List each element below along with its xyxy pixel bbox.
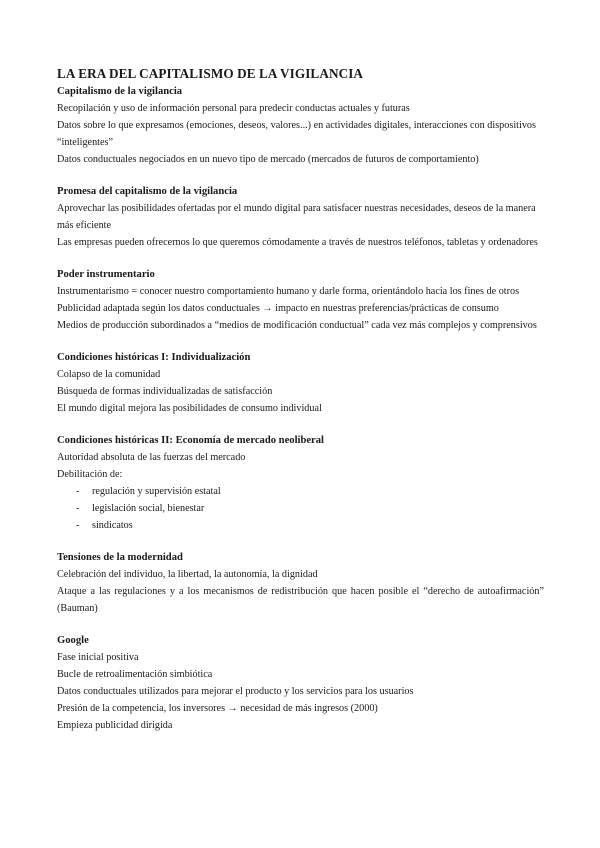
section-tensiones-modernidad xyxy=(57,549,544,617)
paragraph: Celebración del individuo, la libertad, la autonomía, la dignidad xyxy=(57,569,318,580)
paragraph: Datos conductuales utilizados para mejorar el producto y los servicios para los usuarios xyxy=(57,686,414,697)
paragraph: Datos sobre lo que expresamos (emociones, deseos, valores...) en actividades digitales, interacciones con dispositivos “inteligentes” xyxy=(57,120,536,148)
section-heading: Condiciones históricas I: Individualización xyxy=(57,352,251,363)
paragraph: Búsqueda de formas individualizadas de satisfacción xyxy=(57,386,273,397)
section-google xyxy=(57,632,544,734)
list-item xyxy=(57,500,544,517)
paragraph: Las empresas pueden ofrecernos lo que queremos cómodamente a través de nuestros teléfonos, tabletas y ordenadores xyxy=(57,237,538,248)
section-heading: Capitalismo de la vigilancia xyxy=(57,86,183,97)
paragraph: Datos conductuales negociados en un nuevo tipo de mercado (mercados de futuros de comportamiento) xyxy=(57,154,479,165)
document-title: LA ERA DEL CAPITALISMO DE LA VIGILANCIA xyxy=(57,66,364,81)
paragraph: Ataque a las regulaciones y a los mecanismos de redistribución que hacen posible el “derecho de autoafirmación” (Bauman) xyxy=(57,586,544,614)
paragraph: Debilitación de: xyxy=(57,469,123,480)
paragraph: Aprovechar las posibilidades ofertadas por el mundo digital para satisfacer nuestras necesidades, deseos de la manera más eficiente xyxy=(57,203,536,231)
bullet-list xyxy=(57,483,544,534)
list-item-text: legislación social, bienestar xyxy=(92,503,205,514)
list-item-text: sindicatos xyxy=(92,520,133,531)
paragraph: Autoridad absoluta de las fuerzas del mercado xyxy=(57,452,246,463)
section-heading: Poder instrumentario xyxy=(57,269,155,280)
bullet-marker: - xyxy=(76,486,80,497)
section-capitalismo-vigilancia xyxy=(57,83,544,168)
section-heading: Promesa del capitalismo de la vigilancia xyxy=(57,186,238,197)
paragraph: Bucle de retroalimentación simbiótica xyxy=(57,669,213,680)
list-item-text: regulación y supervisión estatal xyxy=(92,486,221,497)
section-economia-neoliberal xyxy=(57,432,544,534)
bullet-marker: - xyxy=(76,520,80,531)
paragraph: Instrumentarismo = conocer nuestro comportamiento humano y darle forma, orientándolo hacia los fines de otros xyxy=(57,286,520,297)
section-poder-instrumentario xyxy=(57,266,544,334)
section-heading: Google xyxy=(57,635,89,646)
list-item xyxy=(57,483,544,500)
section-heading: Condiciones históricas II: Economía de mercado neoliberal xyxy=(57,435,324,446)
paragraph: Fase inicial positiva xyxy=(57,652,139,663)
bullet-marker: - xyxy=(76,503,80,514)
paragraph: Colapso de la comunidad xyxy=(57,369,161,380)
paragraph: Recopilación y uso de información personal para predecir conductas actuales y futuras xyxy=(57,103,410,114)
paragraph: Publicidad adaptada según los datos conductuales → impacto en nuestras preferencias/prácticas de consumo xyxy=(57,303,499,314)
paragraph: Empieza publicidad dirigida xyxy=(57,720,173,731)
paragraph: El mundo digital mejora las posibilidades de consumo individual xyxy=(57,403,322,414)
section-individualizacion xyxy=(57,349,544,417)
section-promesa xyxy=(57,183,544,251)
paragraph: Presión de la competencia, los inversores → necesidad de más ingresos (2000) xyxy=(57,703,378,714)
paragraph: Medios de producción subordinados a “medios de modificación conductual” cada vez más complejos y comprensivos xyxy=(57,320,537,331)
section-heading: Tensiones de la modernidad xyxy=(57,552,183,563)
list-item xyxy=(57,517,544,534)
